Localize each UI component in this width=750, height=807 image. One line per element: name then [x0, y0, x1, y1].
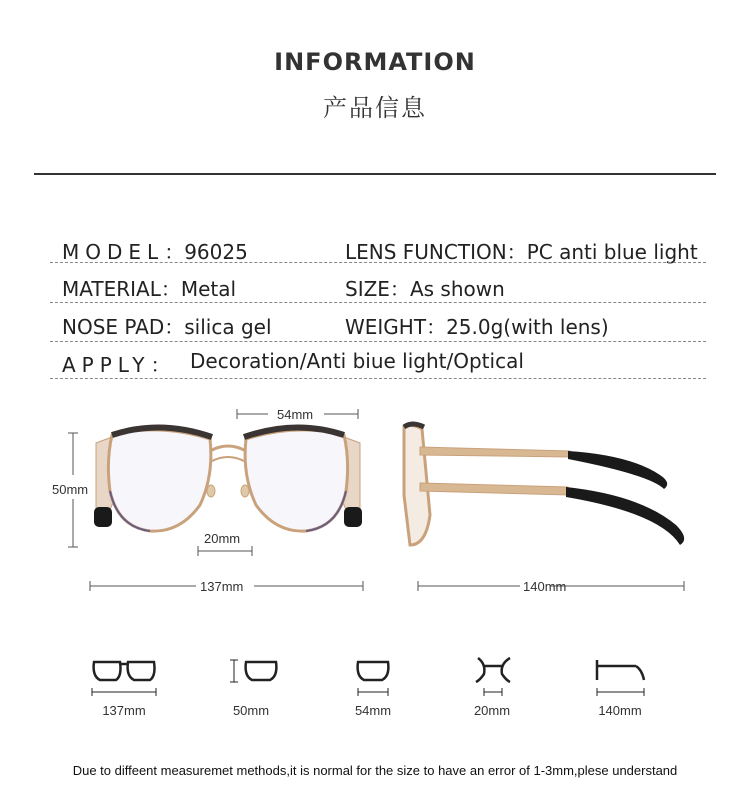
lens-height-icon: [230, 660, 276, 682]
lens-width-label: 54mm: [277, 407, 314, 422]
title-english: INFORMATION: [274, 48, 476, 76]
apply-spec: [62, 349, 171, 378]
nose-pad-value: silica gel: [184, 315, 272, 339]
size-spec: [345, 273, 505, 302]
spec-divider: [50, 262, 706, 263]
glasses-diagram: [0, 395, 750, 610]
lens-width-icon: [358, 662, 389, 696]
apply-sep: ：: [150, 353, 171, 377]
bridge-width-icon: [476, 658, 510, 696]
spec-divider: [50, 302, 706, 303]
icon-label-lens-height: 50mm: [232, 703, 270, 718]
lens-function-value: PC anti blue light: [526, 240, 698, 264]
frame-width-label: 137mm: [200, 579, 244, 594]
model-sep: ：: [164, 240, 185, 264]
icon-label-frame-width: 137mm: [102, 703, 146, 718]
size-label: SIZE：: [345, 277, 410, 301]
size-icons-row: [0, 650, 750, 700]
bridge-label: 20mm: [204, 531, 241, 546]
model-value: 96025: [184, 240, 248, 264]
temple-length-label: 140mm: [523, 579, 567, 594]
apply-label: APPLY: [62, 353, 151, 377]
spec-divider: [50, 378, 706, 379]
lens-height-label: 50mm: [52, 482, 89, 497]
icon-label-bridge: 20mm: [473, 703, 511, 718]
glasses-front-view: [94, 427, 362, 531]
material-label: MATERIAL：: [62, 277, 181, 301]
bridge-dimension: [198, 546, 252, 556]
footnote: Due to diffeent measuremet methods,it is normal for the size to have an error of 1-3mm,plese understand: [72, 763, 678, 778]
model-label: MODEL: [62, 240, 165, 264]
size-value: As shown: [409, 277, 505, 301]
weight-value: 25.0g(with lens): [446, 315, 609, 339]
lens-function-spec: [345, 236, 698, 265]
lens-function-label: LENS FUNCTION：: [345, 240, 527, 264]
header-divider: [34, 173, 716, 175]
icon-label-temple: 140mm: [598, 703, 642, 718]
glasses-side-view: [404, 424, 684, 545]
frame-width-icon: [92, 662, 156, 696]
icon-label-lens-width: 54mm: [354, 703, 392, 718]
nose-pad-spec: [62, 311, 272, 340]
material-spec: [62, 273, 236, 302]
temple-length-icon: [597, 660, 644, 696]
weight-label: WEIGHT：: [345, 315, 447, 339]
material-value: Metal: [180, 277, 237, 301]
weight-spec: [345, 311, 609, 340]
spec-divider: [50, 341, 706, 342]
title-chinese: 产品信息: [323, 94, 427, 122]
model-spec: [62, 236, 248, 265]
nose-pad-label: NOSE PAD：: [62, 315, 185, 339]
apply-value: Decoration/Anti biue light/Optical: [190, 349, 524, 373]
